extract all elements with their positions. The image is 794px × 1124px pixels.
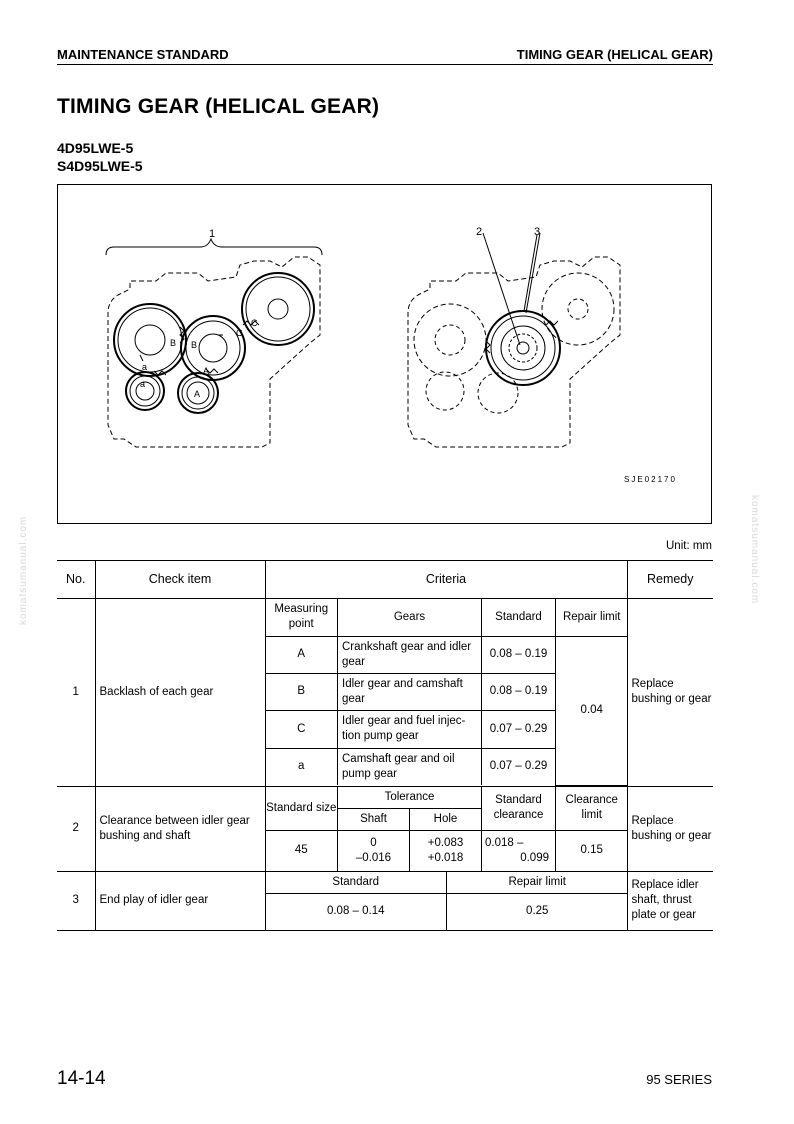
right-gear-view [408, 233, 620, 447]
row1-criteria [265, 599, 627, 787]
row2-clear-limit: 0.15 [556, 831, 628, 871]
maintenance-standard-table [57, 560, 713, 931]
left-gear-view [106, 239, 322, 447]
row1-point-c: C [266, 710, 338, 748]
row1-gears-c: Idler gear and fuel injec- tion pump gear [338, 710, 482, 748]
header-criteria: Criteria [265, 561, 627, 599]
header-remedy: Remedy [627, 561, 713, 599]
left-gear-labels [140, 318, 258, 399]
row3-item: End play of idler gear [95, 871, 265, 930]
header-check-item: Check item [95, 561, 265, 599]
row2-criteria [265, 786, 627, 871]
callout-2: 2 [476, 226, 483, 238]
unit-note: Unit: mm [666, 540, 712, 552]
row2-sub-shaft: Shaft [338, 809, 410, 831]
label-c-upper: C [251, 318, 258, 328]
row2-item: Clearance between idler gear bushing and shaft [95, 786, 265, 871]
row3-standard: 0.08 – 0.14 [266, 894, 447, 930]
timing-gear-figure [57, 184, 712, 524]
row2-shaft-upper: 0 [370, 836, 377, 849]
header-section: MAINTENANCE STANDARD [57, 47, 229, 62]
figure-code: SJE02170 [624, 475, 677, 484]
row1-sub-gears: Gears [338, 599, 482, 636]
table-row-1 [57, 599, 713, 787]
row2-shaft-lower: –0.016 [355, 851, 392, 864]
row2-sub-hole: Hole [410, 809, 482, 831]
label-a-small: a [142, 362, 148, 372]
row2-hole-upper: +0.083 [427, 836, 464, 849]
row3-sub-standard: Standard [266, 872, 447, 894]
row2-no: 2 [57, 786, 95, 871]
header-no: No. [57, 561, 95, 599]
row2-std-size: 45 [266, 831, 338, 871]
row2-std-clearance [482, 831, 556, 871]
row1-gears-a: Crankshaft gear and idler gear [338, 636, 482, 673]
row2-clear-to: 0.099 [520, 851, 549, 864]
page-header [57, 47, 713, 65]
callout-3: 3 [534, 226, 541, 238]
series-label: 95 SERIES [646, 1072, 712, 1087]
row2-sub-std-size: Standard size [266, 787, 338, 831]
watermark-right: komatsumanual.com [749, 495, 760, 605]
row2-sub-clear-limit: Clearance limit [556, 787, 628, 831]
table-row-3 [57, 871, 713, 930]
row3-sub-repair: Repair limit [447, 872, 628, 894]
row1-standard-small-a: 0.07 – 0.29 [482, 748, 556, 785]
callout-1: 1 [209, 228, 216, 240]
label-a-upper: A [203, 366, 210, 376]
gear-diagram [58, 185, 713, 525]
row1-sub-standard: Standard [482, 599, 556, 636]
row1-sub-point: Measuring point [266, 599, 338, 636]
row1-repair-limit: 0.04 [556, 636, 628, 785]
model-name-2: S4D95LWE-5 [57, 158, 143, 174]
row2-hole-tolerance [410, 831, 482, 871]
table-row-2 [57, 786, 713, 871]
row2-remedy: Replace bushing or gear [627, 786, 713, 871]
row1-gears-small-a: Camshaft gear and oil pump gear [338, 748, 482, 785]
row1-point-a: A [266, 636, 338, 673]
label-a-inner-gear: A [194, 389, 201, 399]
label-a-inner: a [140, 379, 146, 389]
model-name-1: 4D95LWE-5 [57, 140, 134, 156]
row3-repair: 0.25 [447, 894, 628, 930]
row3-no: 3 [57, 871, 95, 930]
label-b-right: B [191, 340, 198, 350]
row1-standard-a: 0.08 – 0.19 [482, 636, 556, 673]
watermark-left: komatsumanual.com [18, 515, 29, 625]
callout-labels [209, 226, 540, 240]
row2-sub-tolerance: Tolerance [338, 787, 482, 809]
row1-sub-repair: Repair limit [556, 599, 628, 636]
row1-standard-c: 0.07 – 0.29 [482, 710, 556, 748]
row1-standard-b: 0.08 – 0.19 [482, 673, 556, 710]
row2-hole-lower: +0.018 [427, 851, 464, 864]
row1-item: Backlash of each gear [95, 599, 265, 787]
page-number: 14-14 [57, 1068, 106, 1089]
row2-shaft-tolerance [338, 831, 410, 871]
table-header-row [57, 561, 713, 599]
row3-remedy: Replace idler shaft, thrust plate or gear [627, 871, 713, 930]
row2-sub-std-clear: Standard clearance [482, 787, 556, 831]
row1-point-b: B [266, 673, 338, 710]
label-b-left: B [170, 338, 177, 348]
label-c-lower: C [236, 328, 243, 338]
row1-gears-b: Idler gear and camshaft gear [338, 673, 482, 710]
row3-criteria [265, 871, 627, 930]
page-title: TIMING GEAR (HELICAL GEAR) [57, 95, 380, 118]
header-topic: TIMING GEAR (HELICAL GEAR) [516, 47, 713, 62]
row1-no: 1 [57, 599, 95, 787]
row1-remedy: Replace bushing or gear [627, 599, 713, 787]
row2-clear-from: 0.018 – [485, 836, 524, 849]
row1-point-small-a: a [266, 748, 338, 785]
